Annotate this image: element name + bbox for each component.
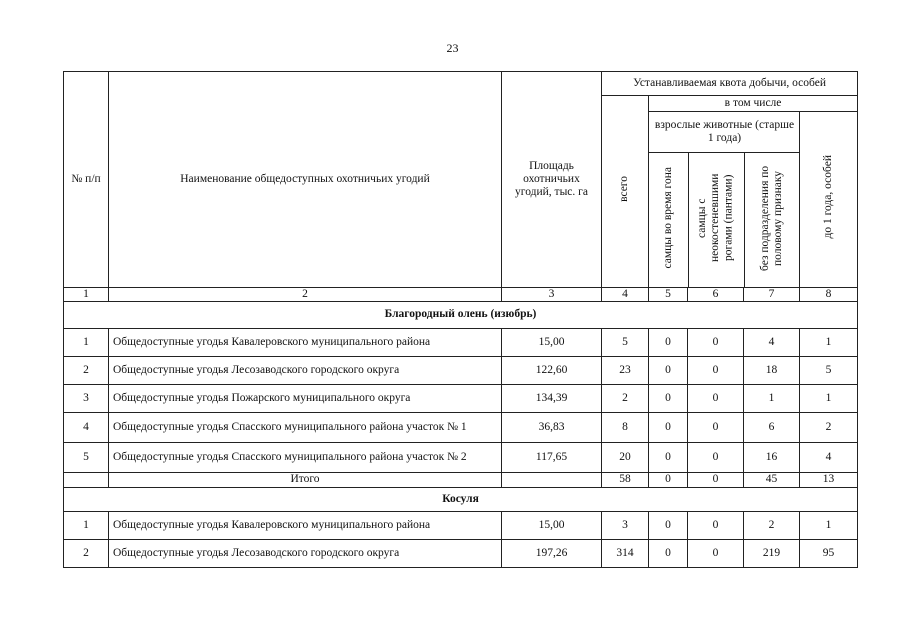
header-males-antlers: самцы с неокостеневшими рогами (пантами) [696,173,735,262]
header-area: Площадь охотничьих угодий, тыс. га [502,72,602,288]
row-area: 197,26 [502,539,602,567]
row-name: Общедоступные угодья Спасского муниципального района участок № 2 [109,442,502,472]
row-c8: 1 [800,511,858,539]
total-c7: 45 [744,472,800,487]
row-name: Общедоступные угодья Лесозаводского городского округа [109,356,502,384]
header-adults-block [649,112,800,288]
row-c6: 0 [688,412,744,442]
row-c7: 4 [744,328,800,356]
table-row [64,412,858,442]
header-name: Наименование общедоступных охотничьих угодий [109,72,502,288]
row-total: 5 [602,328,649,356]
header-total: всего [618,176,631,203]
total-c6: 0 [688,472,744,487]
row-num: 2 [64,539,109,567]
index-cell: 5 [649,287,688,301]
section-title: Благородный олень (изюбрь) [64,301,858,328]
row-c8: 1 [800,384,858,412]
table-row [64,356,858,384]
row-num: 2 [64,356,109,384]
total-empty-cell [502,472,602,487]
total-empty-cell [64,472,109,487]
row-c8: 2 [800,412,858,442]
row-num: 1 [64,328,109,356]
row-c6: 0 [688,356,744,384]
index-cell: 4 [602,287,649,301]
index-cell: 8 [800,287,858,301]
row-total: 2 [602,384,649,412]
row-name: Общедоступные угодья Спасского муниципального района участок № 1 [109,412,502,442]
row-c8: 1 [800,328,858,356]
header-no-sex: без подразделения по половому признаку [759,164,785,271]
row-num: 3 [64,384,109,412]
row-area: 122,60 [502,356,602,384]
index-cell: 2 [109,287,502,301]
section-title-row [64,301,858,328]
row-name: Общедоступные угодья Кавалеровского муниципального района [109,511,502,539]
row-c7: 2 [744,511,800,539]
total-total: 58 [602,472,649,487]
row-c5: 0 [649,539,688,567]
row-num: 1 [64,511,109,539]
table-row [64,328,858,356]
row-c8: 4 [800,442,858,472]
adults-subtable [649,112,800,287]
row-c6: 0 [688,328,744,356]
row-c7: 1 [744,384,800,412]
index-cell: 1 [64,287,109,301]
header-males-antlers-cell [688,152,744,287]
row-c5: 0 [649,442,688,472]
row-c6: 0 [688,539,744,567]
row-c7: 18 [744,356,800,384]
row-c8: 95 [800,539,858,567]
table-row [64,539,858,567]
row-name: Общедоступные угодья Кавалеровского муниципального района [109,328,502,356]
index-row [64,287,858,301]
row-c5: 0 [649,511,688,539]
row-total: 3 [602,511,649,539]
header-total-cell [602,96,649,288]
header-adults: взрослые животные (старше 1 года) [649,112,800,152]
row-area: 15,00 [502,328,602,356]
row-c7: 219 [744,539,800,567]
row-area: 117,65 [502,442,602,472]
table-row [64,442,858,472]
header-no-sex-cell [744,152,800,287]
header-num: № п/п [64,72,109,288]
total-c8: 13 [800,472,858,487]
index-cell: 6 [688,287,744,301]
page-number: 23 [446,41,459,55]
row-c7: 16 [744,442,800,472]
total-row [64,472,858,487]
row-name: Общедоступные угодья Лесозаводского городского округа [109,539,502,567]
quota-table [63,71,858,568]
row-c5: 0 [649,412,688,442]
row-area: 15,00 [502,511,602,539]
row-c6: 0 [688,442,744,472]
total-c5: 0 [649,472,688,487]
section-title: Косуля [64,487,858,511]
row-c5: 0 [649,356,688,384]
row-total: 8 [602,412,649,442]
row-c7: 6 [744,412,800,442]
header-males-rut-cell [649,152,688,287]
row-c8: 5 [800,356,858,384]
total-label: Итого [109,472,502,487]
header-males-rut: самцы во время гона [661,166,674,269]
row-c6: 0 [688,511,744,539]
row-total: 20 [602,442,649,472]
row-area: 134,39 [502,384,602,412]
index-cell: 3 [502,287,602,301]
section-title-row [64,487,858,511]
header-under-1: до 1 года, особей [821,155,834,239]
header-including: в том числе [649,96,858,112]
row-num: 5 [64,442,109,472]
row-c5: 0 [649,328,688,356]
row-total: 23 [602,356,649,384]
header-under-1-cell [800,112,858,288]
table-row [64,511,858,539]
header-row-1 [64,72,858,96]
table-row [64,384,858,412]
row-area: 36,83 [502,412,602,442]
index-cell: 7 [744,287,800,301]
row-c6: 0 [688,384,744,412]
row-total: 314 [602,539,649,567]
header-quota: Устанавливаемая квота добычи, особей [602,72,858,96]
row-c5: 0 [649,384,688,412]
row-name: Общедоступные угодья Пожарского муниципального округа [109,384,502,412]
row-num: 4 [64,412,109,442]
